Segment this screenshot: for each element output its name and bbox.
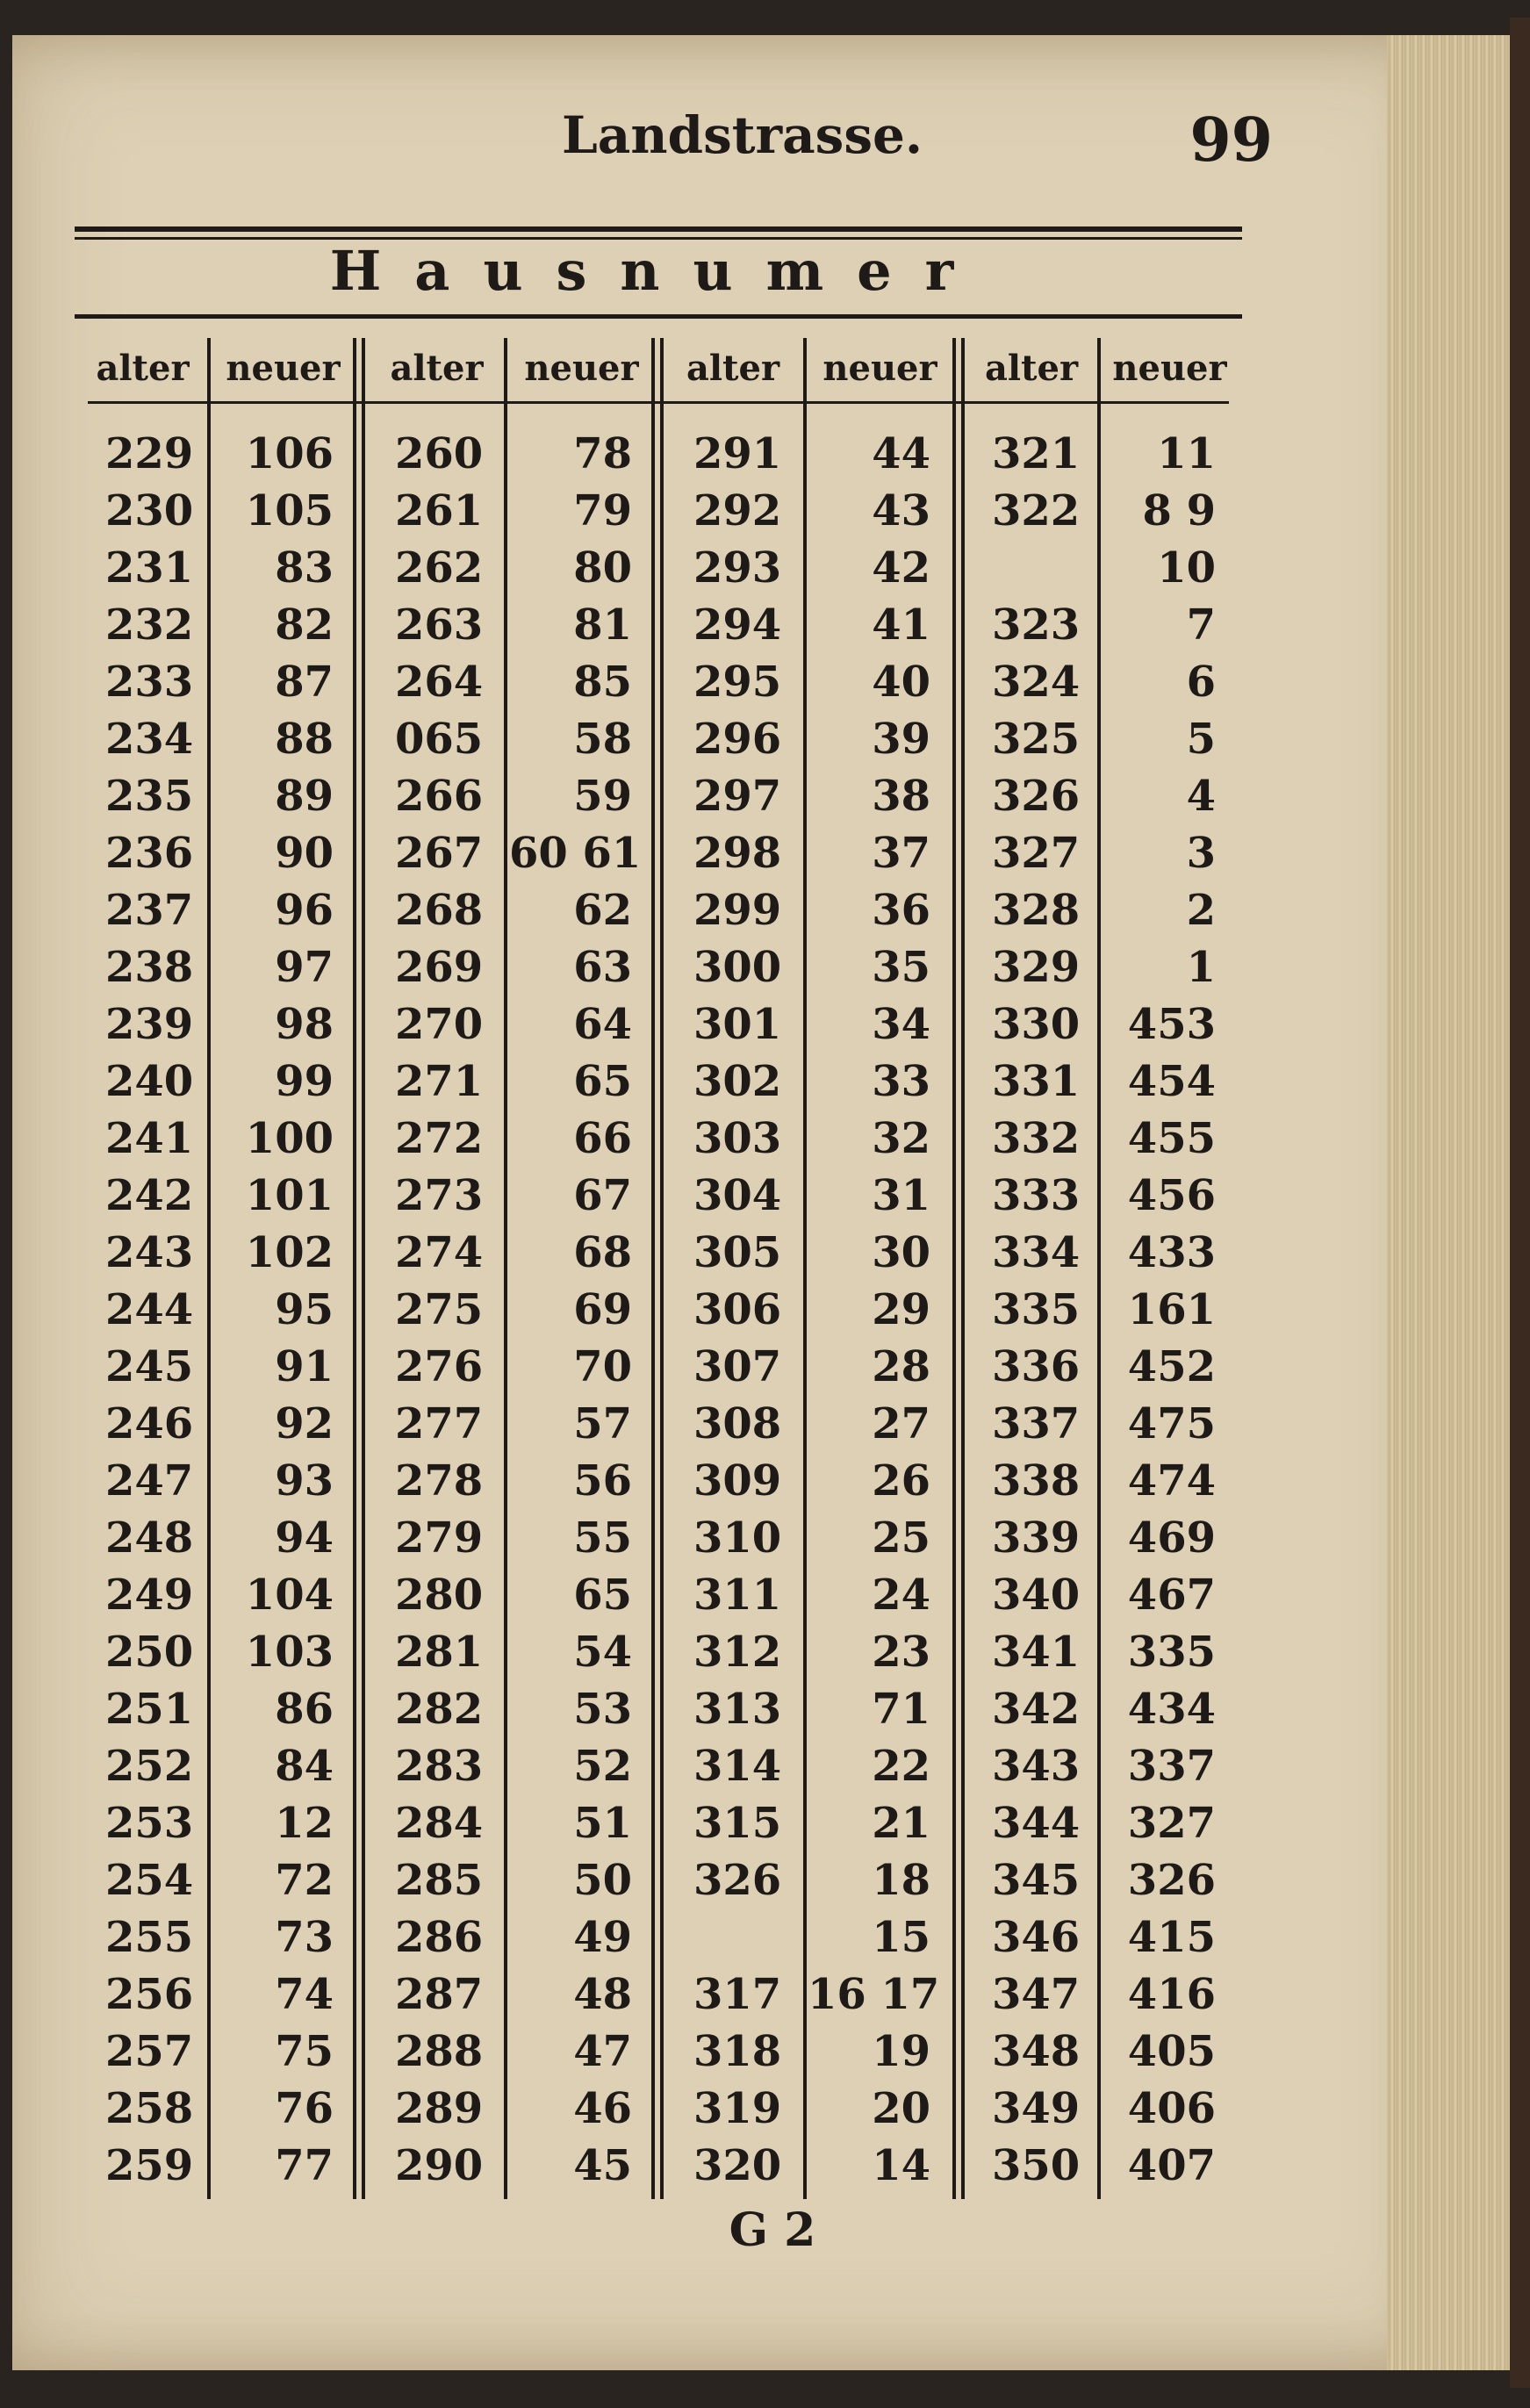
cell-new: 15: [872, 1913, 930, 1962]
cell-old: 293: [693, 543, 782, 593]
cell-new: 75: [275, 2027, 334, 2076]
col-head-new-4: neuer: [1112, 348, 1227, 389]
cell-old: 286: [395, 1913, 484, 1962]
cell-new: 37: [872, 829, 930, 878]
cell-old: 264: [395, 658, 484, 707]
cell-new: 5: [1186, 715, 1216, 764]
cell-old: 253: [105, 1799, 194, 1848]
cell-new: 455: [1127, 1114, 1216, 1163]
cell-old: 330: [992, 1000, 1081, 1049]
cell-old: 349: [992, 2084, 1081, 2133]
cell-old: 279: [395, 1513, 484, 1563]
col-head-new-1: neuer: [226, 348, 341, 389]
cell-new: 88: [275, 715, 334, 764]
cell-new: 2: [1186, 886, 1216, 935]
group-4-old-column: [966, 426, 1097, 2195]
cell-new: 23: [872, 1628, 930, 1677]
cell-old: 248: [105, 1513, 194, 1563]
cell-new: 74: [275, 1970, 334, 2019]
cell-new: 30: [872, 1228, 930, 1277]
cell-new: 469: [1127, 1513, 1216, 1563]
cell-new: 407: [1127, 2141, 1216, 2190]
cell-new: 80: [573, 543, 632, 593]
cell-old: [667, 1909, 799, 1966]
cell-new: 59: [573, 772, 632, 821]
cell-new: 14: [872, 2141, 930, 2190]
group-2-old-column: [369, 426, 500, 2195]
cell-new: 79: [573, 486, 632, 536]
cell-new: 35: [872, 943, 930, 992]
cell-new: 65: [573, 1571, 632, 1620]
cell-old: 289: [395, 2084, 484, 2133]
cell-old: 269: [395, 943, 484, 992]
cell-new: 456: [1127, 1171, 1216, 1220]
cell-old: 342: [992, 1685, 1081, 1734]
cell-new: 101: [245, 1171, 334, 1220]
cell-old: 278: [395, 1456, 484, 1506]
cell-old: 259: [105, 2141, 194, 2190]
cell-old: 296: [693, 715, 782, 764]
cell-old: 301: [693, 1000, 782, 1049]
cell-old: 299: [693, 886, 782, 935]
cell-old: 273: [395, 1171, 484, 1220]
separator-group-3b: [961, 338, 965, 2199]
cell-old: 283: [395, 1742, 484, 1791]
cell-new: 48: [573, 1970, 632, 2019]
cell-old: 244: [105, 1285, 194, 1334]
cell-new: 34: [872, 1000, 930, 1049]
cell-old: 238: [105, 943, 194, 992]
cell-new: 104: [245, 1571, 334, 1620]
cell-old: 277: [395, 1399, 484, 1448]
cell-old: 346: [992, 1913, 1081, 1962]
page-edge: [1387, 35, 1510, 2370]
cell-new: 58: [573, 715, 632, 764]
cell-old: 294: [693, 600, 782, 650]
cell-new: 93: [275, 1456, 334, 1506]
cell-old: 317: [693, 1970, 782, 2019]
cell-old: 266: [395, 772, 484, 821]
cell-new: 57: [573, 1399, 632, 1448]
cell-new: 22: [872, 1742, 930, 1791]
cell-old: 252: [105, 1742, 194, 1791]
cell-new: 452: [1127, 1342, 1216, 1391]
cell-old: 231: [105, 543, 194, 593]
cell-old: 331: [992, 1057, 1081, 1106]
running-head: Landstrasse.: [562, 105, 923, 165]
header-underline: [88, 401, 1229, 404]
separator-group-2b: [660, 338, 664, 2199]
cell-new: 474: [1127, 1456, 1216, 1506]
cell-new: 28: [872, 1342, 930, 1391]
cell-new: 7: [1186, 600, 1216, 650]
cell-new: 41: [872, 600, 930, 650]
cell-new: 11: [1157, 429, 1216, 478]
cell-new: 42: [872, 543, 930, 593]
cell-old: 274: [395, 1228, 484, 1277]
group-2-new-column: [509, 426, 650, 2195]
cell-new: 337: [1127, 1742, 1216, 1791]
cell-new: 24: [872, 1571, 930, 1620]
cell-old: 334: [992, 1228, 1081, 1277]
cell-new: 29: [872, 1285, 930, 1334]
page-number: 99: [1189, 105, 1273, 176]
cell-new: 44: [872, 429, 930, 478]
cell-old: 233: [105, 658, 194, 707]
cell-old: 321: [992, 429, 1081, 478]
cell-new: 71: [872, 1685, 930, 1734]
cell-old: 323: [992, 600, 1081, 650]
cell-old: 304: [693, 1171, 782, 1220]
cell-new: 82: [275, 600, 334, 650]
group-1-new-column: [211, 426, 351, 2195]
cell-old: 322: [992, 486, 1081, 536]
cell-old: 285: [395, 1856, 484, 1905]
cell-old: 314: [693, 1742, 782, 1791]
cell-new: 453: [1127, 1000, 1216, 1049]
cell-old: 229: [105, 429, 194, 478]
col-head-old-2: alter: [390, 348, 484, 389]
cell-new: 86: [275, 1685, 334, 1734]
cell-new: 67: [573, 1171, 632, 1220]
separator-group-1b: [362, 338, 365, 2199]
cell-old: 235: [105, 772, 194, 821]
cell-new: 3: [1186, 829, 1216, 878]
cell-new: 21: [872, 1799, 930, 1848]
cell-new: 91: [275, 1342, 334, 1391]
cell-old: 318: [693, 2027, 782, 2076]
cell-new: 36: [872, 886, 930, 935]
col-head-new-2: neuer: [524, 348, 639, 389]
cell-new: 78: [573, 429, 632, 478]
cell-old: 280: [395, 1571, 484, 1620]
cell-new: 76: [275, 2084, 334, 2133]
cell-new: 40: [872, 658, 930, 707]
cell-new: 46: [573, 2084, 632, 2133]
cell-old: 335: [992, 1285, 1081, 1334]
cell-new: 105: [245, 486, 334, 536]
cell-new: 94: [275, 1513, 334, 1563]
cell-old: 272: [395, 1114, 484, 1163]
cell-new: 102: [245, 1228, 334, 1277]
cell-old: 260: [395, 429, 484, 478]
cell-new: 433: [1127, 1228, 1216, 1277]
cell-new: 327: [1127, 1799, 1216, 1848]
cell-old: 345: [992, 1856, 1081, 1905]
cell-old: 307: [693, 1342, 782, 1391]
cell-new: 18: [872, 1856, 930, 1905]
separator-group-2a: [651, 338, 655, 2199]
cell-new: 16 17: [808, 1970, 940, 2019]
cell-old: 347: [992, 1970, 1081, 2019]
cell-old: 338: [992, 1456, 1081, 1506]
cell-new: 103: [245, 1628, 334, 1677]
cell-old: 313: [693, 1685, 782, 1734]
cell-old: 287: [395, 1970, 484, 2019]
heading-rule: [75, 314, 1242, 319]
cell-new: 45: [573, 2141, 632, 2190]
col-head-old-1: alter: [96, 348, 190, 389]
cell-new: 19: [872, 2027, 930, 2076]
cell-new: 8 9: [1142, 486, 1216, 536]
cell-old: 336: [992, 1342, 1081, 1391]
cell-new: 38: [872, 772, 930, 821]
cell-old: 328: [992, 886, 1081, 935]
cell-old: 245: [105, 1342, 194, 1391]
cell-old: 250: [105, 1628, 194, 1677]
cell-new: 26: [872, 1456, 930, 1506]
cell-new: 27: [872, 1399, 930, 1448]
cell-new: 434: [1127, 1685, 1216, 1734]
house-number-table: [79, 338, 1238, 2208]
group-3-old-column: [667, 426, 799, 2195]
cell-new: 63: [573, 943, 632, 992]
cell-new: 55: [573, 1513, 632, 1563]
cell-old: 254: [105, 1856, 194, 1905]
cell-new: 10: [1157, 543, 1216, 593]
cell-new: 84: [275, 1742, 334, 1791]
cell-new: 69: [573, 1285, 632, 1334]
cell-old: 270: [395, 1000, 484, 1049]
cell-old: 295: [693, 658, 782, 707]
cell-new: 68: [573, 1228, 632, 1277]
cell-old: 267: [395, 829, 484, 878]
cell-old: 333: [992, 1171, 1081, 1220]
cell-old: 341: [992, 1628, 1081, 1677]
cell-new: 90: [275, 829, 334, 878]
cell-old: 241: [105, 1114, 194, 1163]
cell-old: 320: [693, 2141, 782, 2190]
cell-old: 329: [992, 943, 1081, 992]
cell-new: 326: [1127, 1856, 1216, 1905]
cell-old: 247: [105, 1456, 194, 1506]
separator-group-3a: [952, 338, 956, 2199]
cell-new: 20: [872, 2084, 930, 2133]
cell-old: 257: [105, 2027, 194, 2076]
group-4-new-column: [1102, 426, 1233, 2195]
cell-old: 308: [693, 1399, 782, 1448]
cell-old: 288: [395, 2027, 484, 2076]
cell-old: 302: [693, 1057, 782, 1106]
cell-new: 51: [573, 1799, 632, 1848]
cell-old: 303: [693, 1114, 782, 1163]
cell-new: 85: [573, 658, 632, 707]
cell-old: 276: [395, 1342, 484, 1391]
table-title: Hausnumer: [329, 239, 988, 303]
cell-new: 47: [573, 2027, 632, 2076]
cell-new: 405: [1127, 2027, 1216, 2076]
cell-old: 343: [992, 1742, 1081, 1791]
cell-old: 237: [105, 886, 194, 935]
separator-old-new-4: [1097, 338, 1101, 2199]
cell-old: 232: [105, 600, 194, 650]
group-1-old-column: [79, 426, 202, 2195]
cell-old: 326: [693, 1856, 782, 1905]
cell-old: 275: [395, 1285, 484, 1334]
cell-old: 256: [105, 1970, 194, 2019]
cell-old: 239: [105, 1000, 194, 1049]
signature-mark: G 2: [729, 2203, 816, 2257]
cell-old: 234: [105, 715, 194, 764]
cell-new: 87: [275, 658, 334, 707]
cell-old: 332: [992, 1114, 1081, 1163]
cell-new: 96: [275, 886, 334, 935]
cell-old: 327: [992, 829, 1081, 878]
cell-old: 281: [395, 1628, 484, 1677]
cell-old: 350: [992, 2141, 1081, 2190]
cell-new: 161: [1127, 1285, 1216, 1334]
cell-new: 95: [275, 1285, 334, 1334]
cell-new: 62: [573, 886, 632, 935]
cell-old: 240: [105, 1057, 194, 1106]
cell-new: 335: [1127, 1628, 1216, 1677]
cell-new: 70: [573, 1342, 632, 1391]
cell-new: 64: [573, 1000, 632, 1049]
cell-old: 325: [992, 715, 1081, 764]
cell-old: 230: [105, 486, 194, 536]
cell-old: 326: [992, 772, 1081, 821]
cell-old: 344: [992, 1799, 1081, 1848]
cell-new: 65: [573, 1057, 632, 1106]
cell-old: 315: [693, 1799, 782, 1848]
cell-old: 300: [693, 943, 782, 992]
cell-new: 81: [573, 600, 632, 650]
cell-old: 271: [395, 1057, 484, 1106]
cell-new: 60 61: [509, 829, 642, 878]
cell-old: 319: [693, 2084, 782, 2133]
cell-old: 310: [693, 1513, 782, 1563]
cell-old: 297: [693, 772, 782, 821]
cell-new: 12: [275, 1799, 334, 1848]
cell-new: 98: [275, 1000, 334, 1049]
separator-old-new-2: [504, 338, 507, 2199]
cell-new: 33: [872, 1057, 930, 1106]
cell-old: 298: [693, 829, 782, 878]
cell-old: 282: [395, 1685, 484, 1734]
cell-new: 77: [275, 2141, 334, 2190]
cell-old: 291: [693, 429, 782, 478]
cell-new: 454: [1127, 1057, 1216, 1106]
cell-old: 242: [105, 1171, 194, 1220]
cell-new: 89: [275, 772, 334, 821]
cell-new: 49: [573, 1913, 632, 1962]
cell-new: 43: [872, 486, 930, 536]
cell-old: 292: [693, 486, 782, 536]
cell-new: 6: [1186, 658, 1216, 707]
cell-old: 284: [395, 1799, 484, 1848]
cell-new: 72: [275, 1856, 334, 1905]
cell-old: 339: [992, 1513, 1081, 1563]
cell-new: 106: [245, 429, 334, 478]
cell-new: 92: [275, 1399, 334, 1448]
cell-new: 52: [573, 1742, 632, 1791]
cell-old: 309: [693, 1456, 782, 1506]
cell-old: 065: [395, 715, 484, 764]
cell-new: 83: [275, 543, 334, 593]
cell-old: 258: [105, 2084, 194, 2133]
cell-new: 415: [1127, 1913, 1216, 1962]
separator-old-new-3: [803, 338, 807, 2199]
cell-old: 340: [992, 1571, 1081, 1620]
cell-new: 25: [872, 1513, 930, 1563]
cell-old: 251: [105, 1685, 194, 1734]
cell-new: 50: [573, 1856, 632, 1905]
cell-old: 324: [992, 658, 1081, 707]
cell-new: 54: [573, 1628, 632, 1677]
cell-new: 73: [275, 1913, 334, 1962]
col-head-old-3: alter: [686, 348, 780, 389]
group-3-new-column: [808, 426, 948, 2195]
cell-new: 39: [872, 715, 930, 764]
col-head-new-3: neuer: [822, 348, 937, 389]
cell-new: 53: [573, 1685, 632, 1734]
cell-old: 290: [395, 2141, 484, 2190]
cell-old: 268: [395, 886, 484, 935]
cell-old: 263: [395, 600, 484, 650]
book-cover-edge: [1510, 18, 1530, 2388]
cell-new: 1: [1186, 943, 1216, 992]
cell-new: 99: [275, 1057, 334, 1106]
cell-new: 66: [573, 1114, 632, 1163]
cell-old: 243: [105, 1228, 194, 1277]
cell-old: 249: [105, 1571, 194, 1620]
cell-old: 348: [992, 2027, 1081, 2076]
cell-old: 262: [395, 543, 484, 593]
col-head-old-4: alter: [984, 348, 1079, 389]
cell-new: 4: [1186, 772, 1216, 821]
cell-new: 97: [275, 943, 334, 992]
top-rule-thick: [75, 226, 1242, 232]
cell-old: 305: [693, 1228, 782, 1277]
cell-new: 100: [245, 1114, 334, 1163]
cell-old: 236: [105, 829, 194, 878]
separator-group-1a: [353, 338, 356, 2199]
cell-old: 311: [693, 1571, 782, 1620]
cell-old: 306: [693, 1285, 782, 1334]
cell-new: 467: [1127, 1571, 1216, 1620]
cell-old: 255: [105, 1913, 194, 1962]
cell-new: 56: [573, 1456, 632, 1506]
cell-new: 32: [872, 1114, 930, 1163]
cell-new: 406: [1127, 2084, 1216, 2133]
cell-old: 312: [693, 1628, 782, 1677]
cell-old: 337: [992, 1399, 1081, 1448]
cell-new: 475: [1127, 1399, 1216, 1448]
cell-old: [966, 540, 1097, 597]
cell-new: 31: [872, 1171, 930, 1220]
cell-old: 246: [105, 1399, 194, 1448]
cell-new: 416: [1127, 1970, 1216, 2019]
cell-old: 261: [395, 486, 484, 536]
